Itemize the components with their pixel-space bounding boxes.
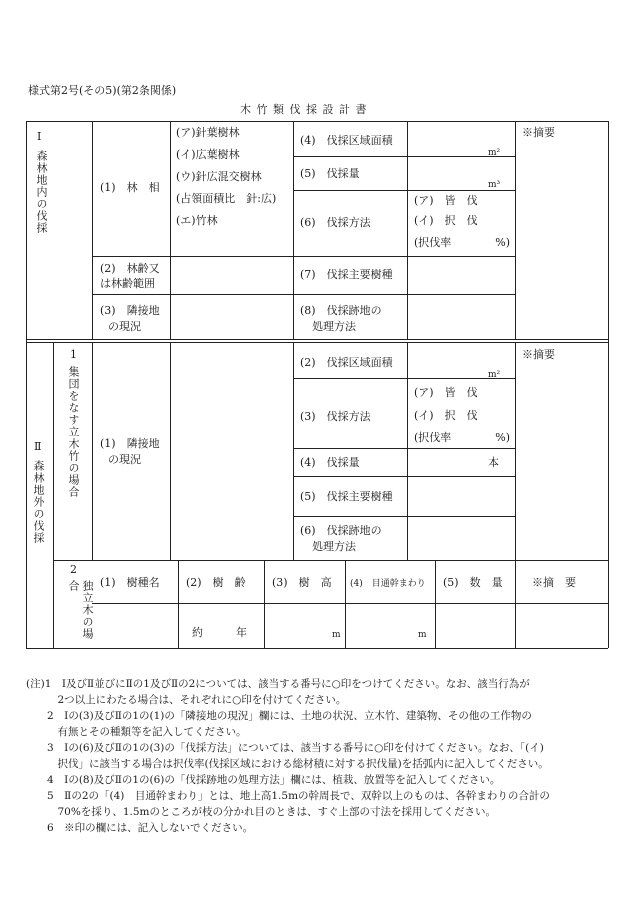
method-rate: (択伐率 %)	[414, 236, 511, 249]
single-height-unit: m	[332, 630, 341, 640]
volume-unit: m³	[488, 180, 501, 190]
area-label: (4) 伐採区域面積	[300, 134, 393, 147]
species-c: (ウ)針広混交樹林	[176, 170, 262, 183]
single-header-height: (3) 樹 高	[272, 576, 332, 589]
age-label-2: は林齢範囲	[100, 277, 155, 290]
single-age-value: 約 年	[192, 626, 247, 639]
group-number: 1	[70, 348, 77, 361]
method-b: (イ) 択 伐	[414, 214, 478, 227]
species-b: (イ)広葉樹林	[176, 148, 240, 161]
s2-method-a: (ア) 皆 伐	[414, 386, 478, 399]
single-header-remarks: ※摘 要	[532, 576, 576, 589]
single-label: 独立木の場合	[67, 580, 94, 640]
s2-after-label-2: 処理方法	[312, 540, 356, 553]
section2-number: Ⅱ	[34, 440, 42, 453]
s2-volume-label: (4) 伐採量	[300, 456, 360, 469]
volume-label: (5) 伐採量	[300, 167, 360, 180]
note-line: 2つ以上にわたる場合は、それぞれに○印を付けてください。	[26, 694, 347, 706]
rinso-label: (1) 林 相	[100, 181, 160, 194]
s2-method-b: (イ) 択 伐	[414, 409, 478, 422]
section1-label: 森林地内の伐採	[35, 150, 48, 234]
note-line: 5 Ⅱの2の「(4) 目通幹まわり」とは、地上高1.5mの幹周長で、双幹以上のものは、各幹まわりの合計の	[26, 790, 550, 802]
single-girth-unit: m	[418, 630, 427, 640]
form-id: 様式第2号(その5)(第2条関係)	[28, 84, 177, 97]
method-a: (ア) 皆 伐	[414, 194, 478, 207]
section2-remarks: ※摘要	[522, 348, 555, 361]
section1-number: Ⅰ	[37, 130, 42, 143]
single-number: 2	[70, 563, 77, 576]
s2-main-species-label: (5) 伐採主要樹種	[300, 490, 393, 503]
section2-label: 森林地外の伐採	[32, 460, 45, 544]
group-label: 集団をなす立木竹の場合	[67, 366, 80, 498]
after-label-2: 処理方法	[312, 320, 356, 333]
note-line: 3 Ⅰの(6)及びⅡの1の(3)の「伐採方法」については、該当する番号に○印を付けてください。なお、「(イ)	[26, 742, 544, 754]
page-title: 木 竹 類 伐 採 設 計 書	[240, 103, 368, 116]
note-line: 択伐」に該当する場合は択伐率(伐採区域における総材積に対する択伐量)を括弧内に記入してください。	[26, 758, 549, 770]
section1-remarks: ※摘要	[522, 126, 555, 139]
s2-adjacent-label-2: の現況	[108, 453, 141, 466]
adjacent-label-2: の現況	[108, 320, 141, 333]
age-label-1: (2) 林齢又	[100, 262, 160, 275]
species-a: (ア)針葉樹林	[176, 126, 240, 139]
note-line: 有無とその種類等を記入してください。	[26, 726, 247, 738]
adjacent-label-1: (3) 隣接地	[100, 304, 160, 317]
note-line: (注)1 Ⅰ及びⅡ並びにⅡの1及びⅡの2については、該当する番号に○印をつけてください。なお、該当行為が	[26, 678, 530, 690]
note-line: 2 Ⅰの(3)及びⅡの1の(1)の「隣接地の現況」欄には、土地の状況、立木竹、建築物、その他の工作物の	[26, 710, 532, 722]
s2-area-label: (2) 伐採区域面積	[300, 356, 393, 369]
note-line: 6 ※印の欄には、記入しないでください。	[26, 822, 254, 834]
s2-method-label: (3) 伐採方法	[300, 410, 371, 423]
s2-after-label-1: (6) 伐採跡地の	[300, 524, 382, 537]
species-ratio: (占領面積比 針:広)	[176, 192, 277, 205]
s2-volume-unit: 本	[488, 456, 499, 469]
method-label: (6) 伐採方法	[300, 216, 371, 229]
after-label-1: (8) 伐採跡地の	[300, 304, 382, 317]
species-d: (エ)竹林	[176, 214, 218, 227]
single-header-species: (1) 樹種名	[100, 576, 160, 589]
area-unit: m²	[488, 148, 501, 158]
single-header-girth: (4) 目通幹まわり	[350, 579, 426, 589]
note-line: 4 Ⅰの(8)及びⅡの1の(6)の「伐採跡地の処理方法」欄には、植栽、放置等を記入してください。	[26, 774, 501, 786]
single-header-quantity: (5) 数 量	[443, 576, 503, 589]
main-species-label: (7) 伐採主要樹種	[300, 268, 393, 281]
note-line: 70%を採り、1.5mのところが枝の分かれ目のときは、すぐ上部の寸法を採用してください。	[26, 806, 496, 818]
s2-method-rate: (択伐率 %)	[414, 431, 511, 444]
s2-adjacent-label-1: (1) 隣接地	[100, 437, 160, 450]
s2-area-unit: m²	[488, 370, 501, 380]
single-header-age: (2) 樹 齢	[186, 576, 246, 589]
